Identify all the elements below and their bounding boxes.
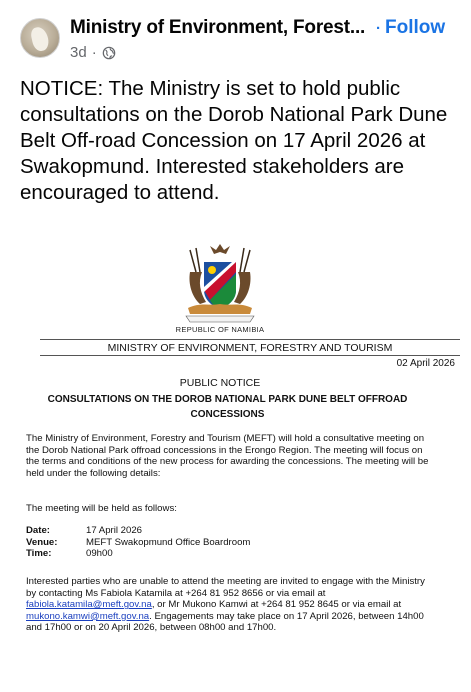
globe-icon (102, 46, 116, 60)
page-avatar[interactable] (20, 18, 60, 58)
follow-button[interactable] (376, 17, 445, 39)
email-link-katamila[interactable]: fabiola.katamila@meft.gov.na (26, 599, 152, 611)
detail-value: 17 April 2026 (86, 525, 143, 536)
detail-value: 09h00 (86, 548, 113, 560)
detail-value: MEFT Swakopmund Office Boardroom (86, 536, 251, 548)
detail-key: Time: (26, 548, 52, 560)
notice-paragraph-3 (26, 576, 436, 634)
meeting-details (26, 525, 326, 560)
subject-line-1: CONSULTATIONS ON THE DOROB NATIONAL PARK DUNE BELT OFFROAD (47, 394, 408, 405)
notice-subject (30, 392, 425, 422)
public-notice-title: PUBLIC NOTICE (179, 377, 261, 389)
subject-line-2: CONCESSIONS (190, 409, 265, 420)
page-name[interactable]: Ministry of Environment, Forest... (70, 17, 366, 38)
email-link-kamwi[interactable]: mukono.kamwi@meft.gov.na (26, 610, 150, 622)
detail-key: Venue: (26, 536, 58, 548)
notice-image[interactable] (20, 232, 459, 662)
p3-part-1: Interested parties who are unable to attend the meeting are invited to engage with the Ministry by contacting Ms Fabiola Katamila at +264 81 952 8656 or via email at (26, 576, 425, 599)
post-header (20, 14, 451, 60)
p3-part-3: . Engagements may take place on 17 April 2026, between 14h00 and 17h00 or on 20 April 2026, between 08h00 and 17h00. (26, 610, 424, 634)
p3-part-2: , or Mr Mukono Kamwi at +264 81 952 8645 or via email at (151, 599, 402, 611)
notice-paragraph-1: The Ministry of Environment, Forestry and Tourism (MEFT) will hold a consultative meeting on the Dorob National Park offroad concessions in the Erongo Region. The meeting will focus on the terms and conditions of the new process for awarding the concessions. The meeting will be held under the following details: (26, 433, 429, 479)
republic-label: REPUBLIC OF NAMIBIA (175, 325, 265, 334)
post-meta (70, 44, 116, 61)
follow-separator: · (376, 20, 381, 37)
detail-row-date (26, 525, 326, 537)
ministry-header: MINISTRY OF ENVIRONMENT, FORESTRY AND TOURISM (40, 339, 460, 356)
detail-row-venue (26, 537, 326, 549)
meta-dot: · (91, 44, 97, 61)
follow-label: Follow (385, 17, 446, 38)
detail-row-time (26, 548, 326, 560)
namibia-coat-of-arms (180, 242, 260, 324)
notice-date: 02 April 2026 (396, 358, 455, 369)
post-time[interactable]: 3d (70, 44, 87, 61)
held-as-follows: The meeting will be held as follows: (26, 503, 177, 514)
post-body: NOTICE: The Ministry is set to hold public consultations on the Dorob National Park Dune Belt Off-road Concession on 17 April 2026 at Swakopmund. Interested stakeholders are encouraged to attend. (20, 77, 448, 204)
detail-key: Date: (26, 525, 50, 536)
